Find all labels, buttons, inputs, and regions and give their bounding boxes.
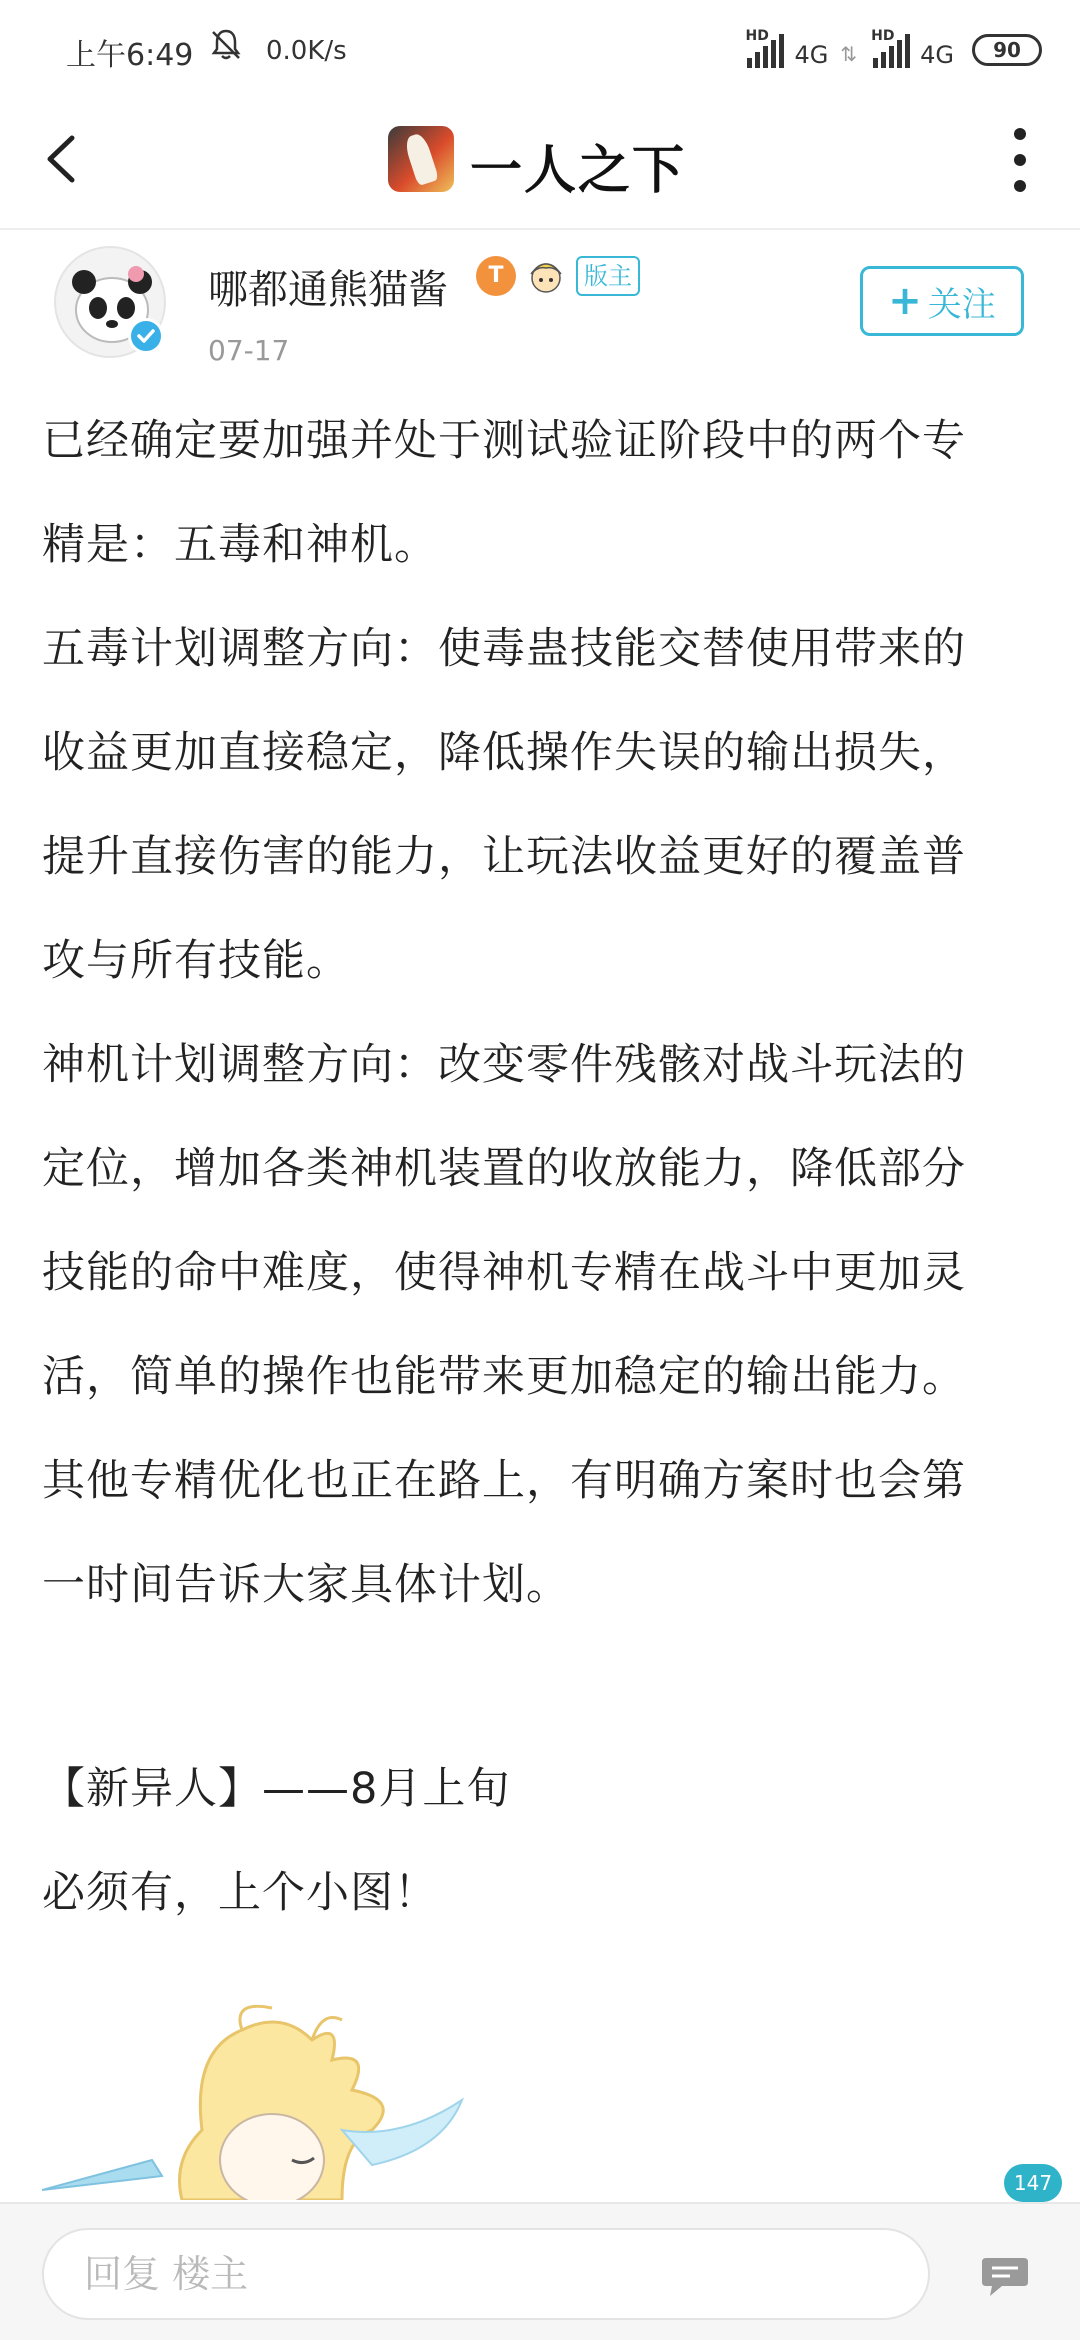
- post-line: 已经确定要加强并处于测试验证阶段中的两个专: [42, 416, 966, 466]
- author-name[interactable]: 哪都通熊猫酱: [208, 267, 448, 313]
- author-badges: [476, 252, 640, 300]
- page-title: 一人之下: [470, 140, 687, 201]
- comment-bubble-icon[interactable]: [980, 2254, 1030, 2298]
- post-content: [42, 416, 1042, 1976]
- post-line: 攻与所有技能。: [42, 936, 350, 986]
- post-line: 精是：五毒和神机。: [42, 520, 438, 570]
- more-vertical-icon[interactable]: [1008, 128, 1032, 192]
- comment-count-badge: 147: [1004, 2164, 1062, 2202]
- follow-button[interactable]: [860, 266, 1024, 336]
- section-title: 【新异人】——8月上旬: [42, 1764, 511, 1814]
- forum-title[interactable]: [388, 114, 686, 204]
- character-badge-icon: [526, 254, 566, 298]
- reply-input[interactable]: 回复 楼主: [42, 2228, 930, 2320]
- post-line: 一时间告诉大家具体计划。: [42, 1560, 570, 1610]
- plus-icon: +: [888, 278, 922, 324]
- signal-icon: [871, 28, 910, 68]
- hd-label: HD: [871, 28, 895, 44]
- app-logo: [388, 126, 454, 192]
- post-line: 其他专精优化也正在路上，有明确方案时也会第: [42, 1456, 966, 1506]
- data-arrows-icon: ⇅: [840, 42, 858, 66]
- back-arrow-icon[interactable]: [36, 124, 96, 194]
- status-bar: [0, 0, 1080, 90]
- section-text: 必须有，上个小图！: [42, 1868, 438, 1918]
- verified-icon: [128, 318, 164, 354]
- battery-icon: 90: [972, 34, 1042, 66]
- post-line: 五毒计划调整方向：使毒蛊技能交替使用带来的: [42, 624, 966, 674]
- signal-icon: [745, 28, 784, 68]
- mute-bell-icon: [208, 26, 244, 62]
- post-line: 定位，增加各类神机装置的收放能力，降低部分: [42, 1144, 966, 1194]
- network-type-2: 4G: [920, 41, 954, 69]
- hd-label: HD: [745, 28, 769, 44]
- bottom-reply-bar: [0, 2202, 1080, 2340]
- post-line: 收益更加直接稳定，降低操作失误的输出损失，: [42, 728, 966, 778]
- character-illustration-image[interactable]: [42, 1990, 502, 2200]
- level-badge: T: [476, 256, 516, 296]
- follow-label: 关注: [927, 284, 996, 325]
- net-speed: 0.0K/s: [266, 36, 347, 66]
- top-nav-bar: [0, 90, 1080, 230]
- post-line: 活，简单的操作也能带来更加稳定的输出能力。: [42, 1352, 966, 1402]
- status-indicators: [747, 24, 1042, 68]
- post-line: 神机计划调整方向：改变零件残骸对战斗玩法的: [42, 1040, 966, 1090]
- post-line: 提升直接伤害的能力，让玩法收益更好的覆盖普: [42, 832, 966, 882]
- status-time: 上午6:49: [66, 38, 194, 73]
- post-line: 技能的命中难度，使得神机专精在战斗中更加灵: [42, 1248, 966, 1298]
- post-date: 07-17: [208, 334, 290, 367]
- moderator-badge: 版主: [576, 256, 640, 296]
- network-type-1: 4G: [794, 41, 829, 69]
